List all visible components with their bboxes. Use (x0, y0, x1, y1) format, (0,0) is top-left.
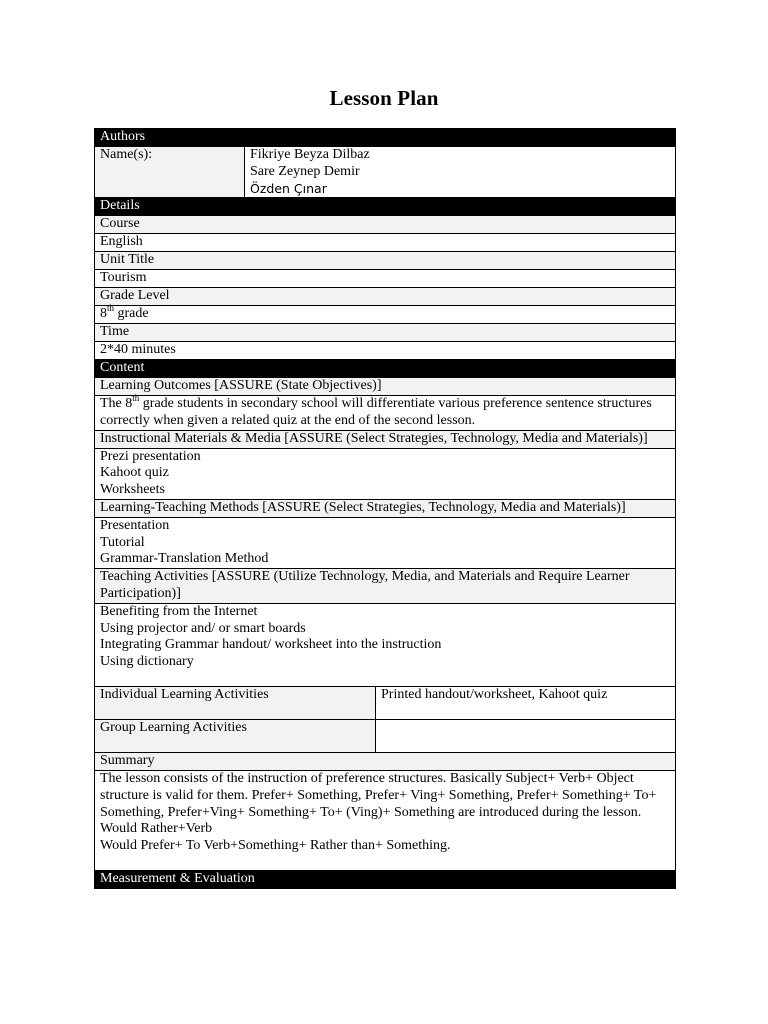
list-item: Using dictionary (100, 654, 194, 670)
teaching-activities-label: Teaching Activities [ASSURE (Utilize Technology, Media, and Materials and Require Learner Participation)] (95, 569, 676, 604)
list-item: Kahoot quiz (100, 465, 169, 481)
outcomes-text-rest: grade students in secondary school will differentiate various preference sentence structures correctly when given a related quiz at the end of the second lesson. (100, 396, 652, 428)
outcomes-text-start: The 8 (100, 396, 133, 412)
teaching-activities-list (95, 603, 676, 686)
page-title: Lesson Plan (329, 86, 439, 110)
list-item: Worksheets (100, 482, 165, 498)
course-value: English (95, 234, 676, 252)
learning-outcomes-value (95, 393, 676, 431)
grade-suffix: th (107, 303, 115, 314)
time-value: 2*40 minutes (95, 342, 676, 360)
content-header: Content (95, 360, 676, 378)
list-item: Benefiting from the Internet (100, 603, 258, 619)
outcomes-suffix: th (132, 393, 140, 404)
summary-label: Summary (95, 752, 676, 770)
names-label: Name(s): (95, 147, 245, 198)
grade-number: 8 (100, 306, 107, 322)
grade-level-label: Grade Level (95, 288, 676, 306)
learning-outcomes-label: Learning Outcomes [ASSURE (State Objectives)] (95, 378, 676, 396)
author-name: Sare Zeynep Demir (250, 163, 360, 179)
author-name: Özden Çınar (250, 180, 327, 196)
time-label: Time (95, 324, 676, 342)
summary-line: Would Rather+Verb (100, 821, 213, 837)
individual-activities-value: Printed handout/worksheet, Kahoot quiz (376, 686, 676, 719)
list-item: Tutorial (100, 534, 145, 550)
course-label: Course (95, 216, 676, 234)
list-item: Using projector and/ or smart boards (100, 620, 306, 636)
materials-label: Instructional Materials & Media [ASSURE (Select Strategies, Technology, Media and Materials)] (95, 430, 676, 448)
list-item: Prezi presentation (100, 448, 201, 464)
group-activities-label: Group Learning Activities (95, 719, 376, 752)
names-value (245, 147, 676, 198)
methods-list (95, 517, 676, 568)
list-item: Presentation (100, 517, 170, 533)
methods-label: Learning-Teaching Methods [ASSURE (Select Strategies, Technology, Media and Materials)] (95, 499, 676, 517)
summary-line: Would Prefer+ To Verb+Something+ Rather than+ Something. (100, 838, 451, 854)
lesson-plan-table (94, 128, 676, 889)
list-item: Integrating Grammar handout/ worksheet into the instruction (100, 637, 442, 653)
summary-paragraph: The lesson consists of the instruction of preference structures. Basically Subject+ Verb+ Object structure is valid for them. Prefer+ Something, Prefer+ Ving+ Something, Prefer+ Something+ To+ Something, Prefer+Ving+ Something+ To+ (Ving)+ Something are introduced during the lesson. (100, 770, 657, 820)
measurement-header: Measurement & Evaluation (95, 870, 676, 888)
unit-title-label: Unit Title (95, 252, 676, 270)
list-item: Grammar-Translation Method (100, 551, 269, 567)
author-name: Fikriye Beyza Dilbaz (250, 147, 370, 162)
summary-text (95, 770, 676, 870)
individual-activities-label: Individual Learning Activities (95, 686, 376, 719)
unit-title-value: Tourism (95, 270, 676, 288)
materials-list (95, 448, 676, 499)
grade-level-value (95, 303, 676, 324)
authors-header: Authors (95, 129, 676, 147)
details-header: Details (95, 198, 676, 216)
group-activities-value (376, 719, 676, 752)
grade-text: grade (114, 306, 149, 322)
